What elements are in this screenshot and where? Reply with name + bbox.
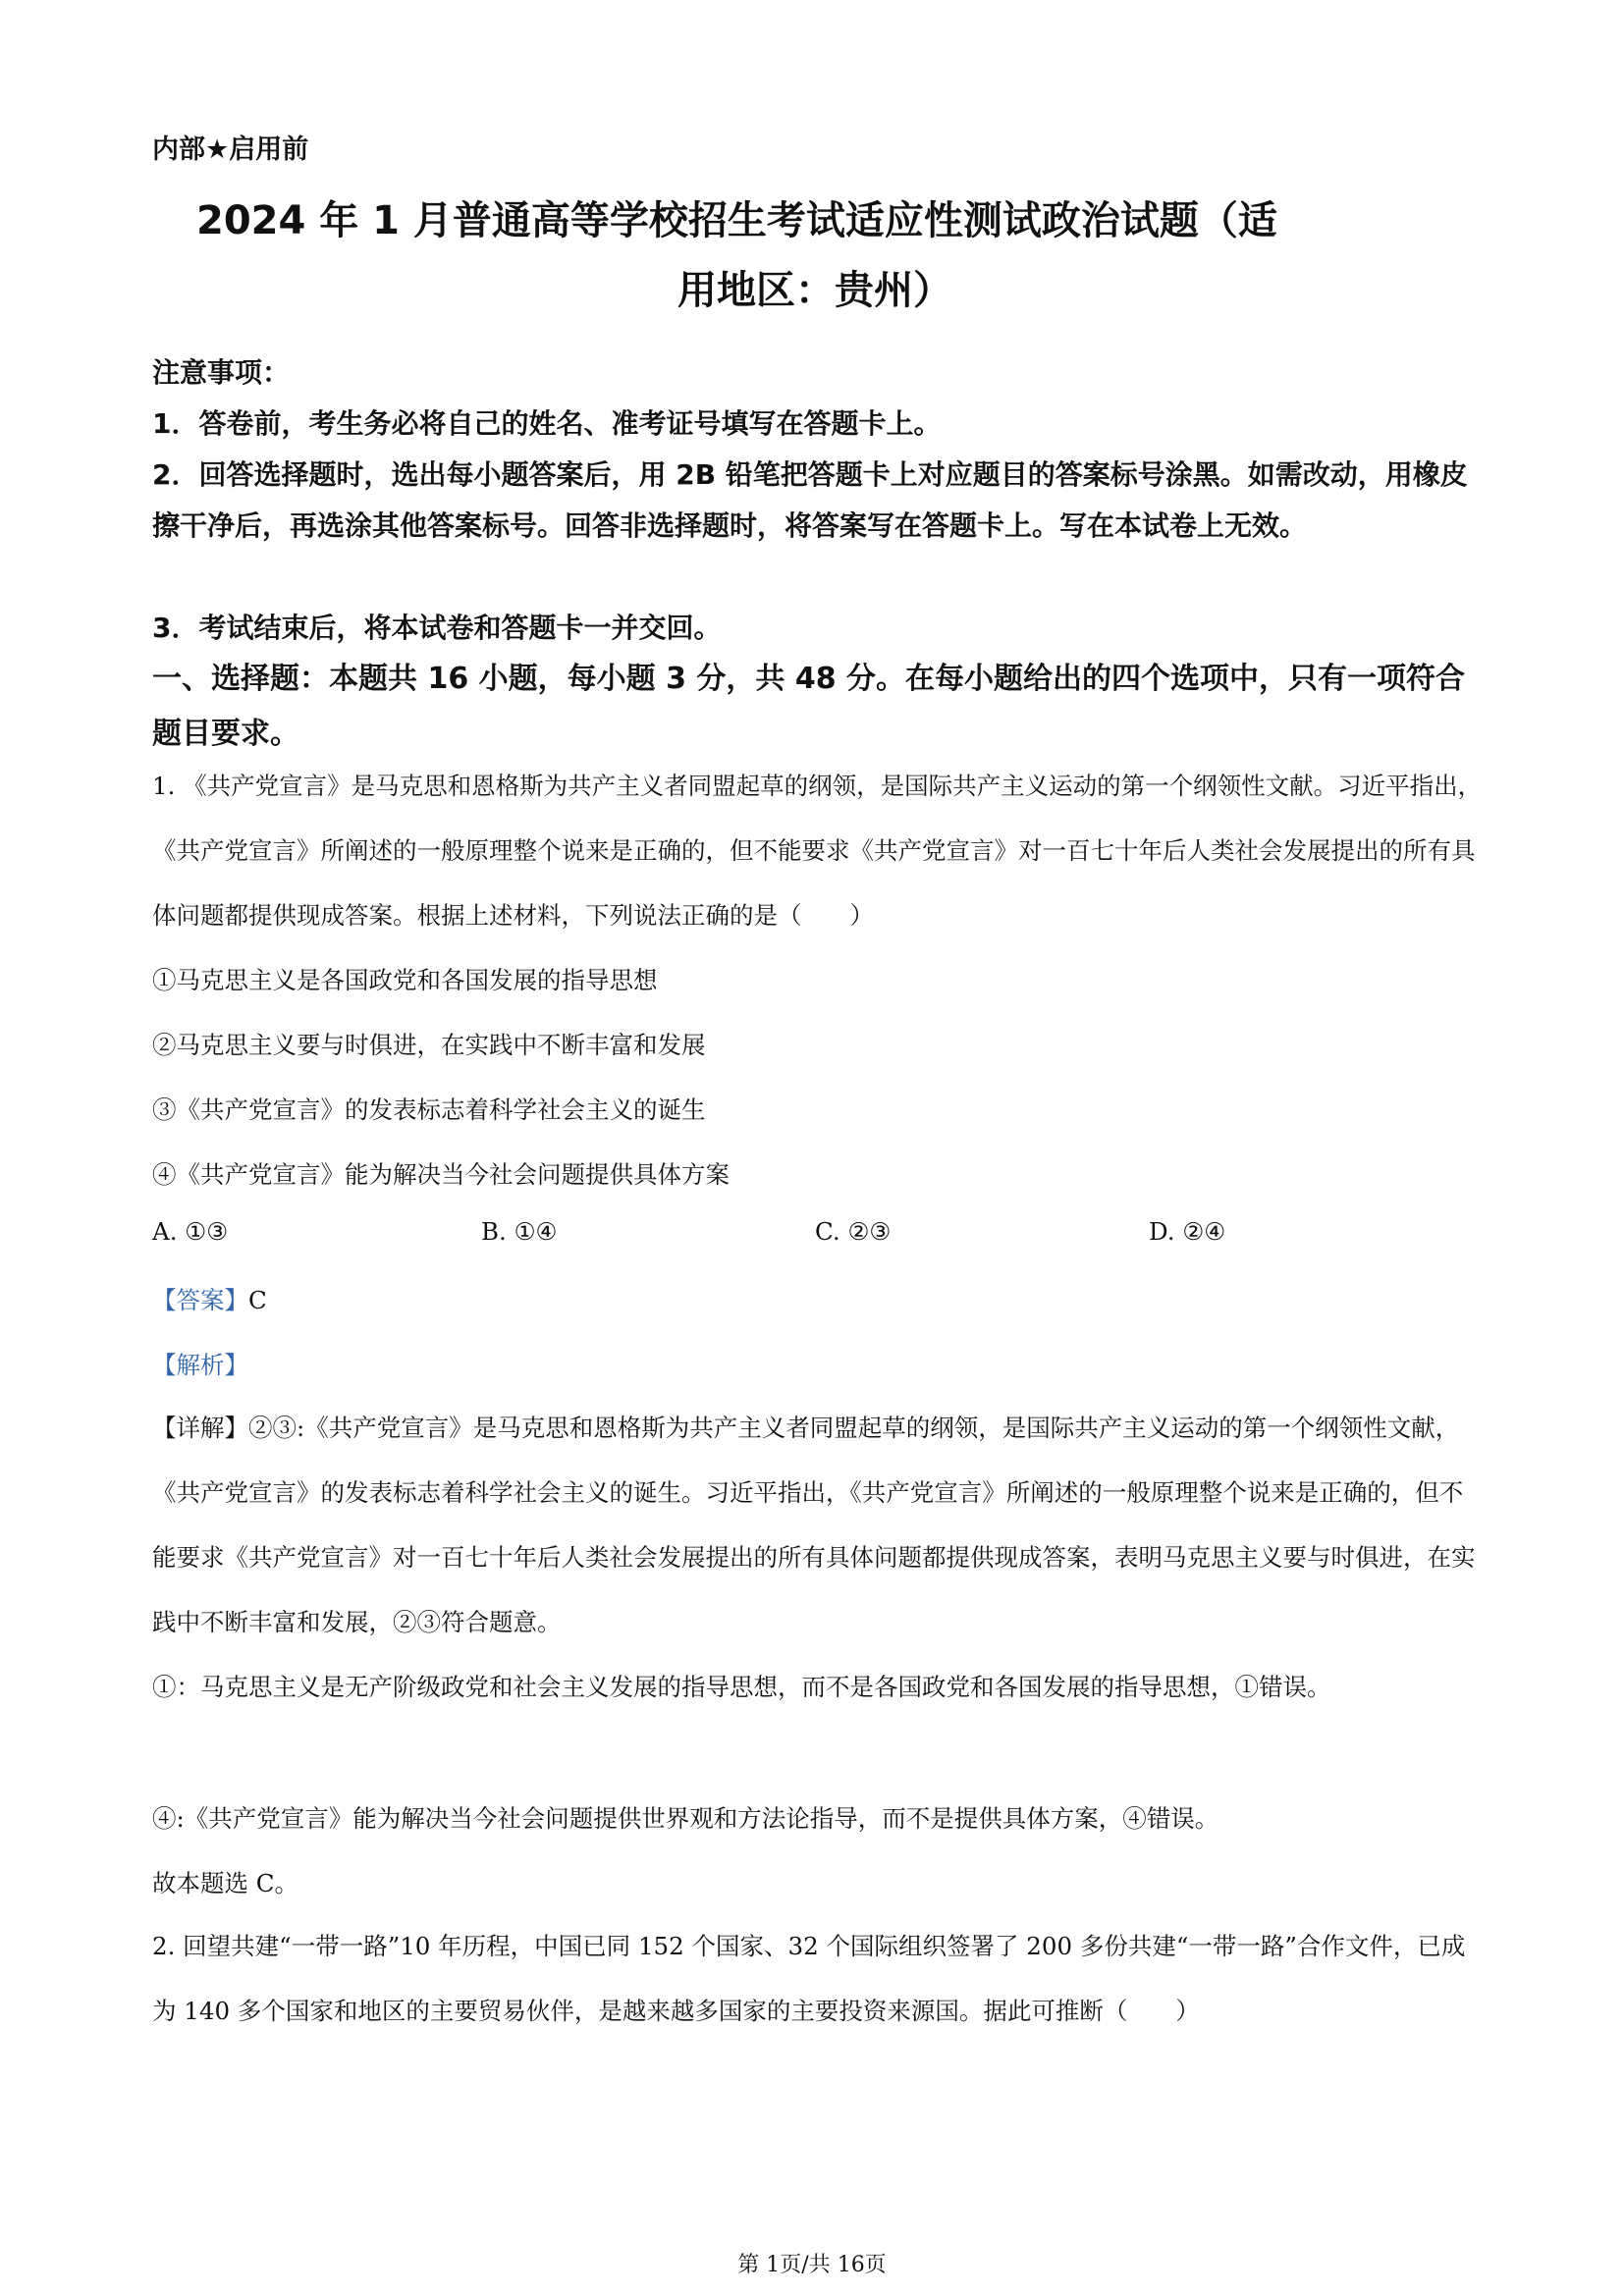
q1-answer <box>152 1282 267 1316</box>
q1-detail: 【详解】②③:《共产党宣言》是马克思和恩格斯为共产主义者同盟起草的纲领，是国际共产主义运动的第一个纲领性文献，《共产党宣言》的发表标志着科学社会主义的诞生。习近平指出，《共产党宣言》所阐述的一般原理整个说来是正确的，但不能要求《共产党宣言》对一百七十年后人类社会发展提出的所有具体问题都提供现成答案，表明马克思主义要与时俱进，在实践中不断丰富和发展，②③符合题意。 <box>152 1414 1476 1636</box>
q1-wrong-4: ④:《共产党宣言》能为解决当今社会问题提供世界观和方法论指导，而不是提供具体方案，④错误。 <box>152 1804 1219 1833</box>
q1-statement-3: ③《共产党宣言》的发表标志着科学社会主义的诞生 <box>152 1095 706 1124</box>
q1-option-d: D. ②④ <box>1149 1217 1226 1246</box>
q1-statement-2: ②马克思主义要与时俱进，在实践中不断丰富和发展 <box>152 1031 706 1059</box>
page-title: 2024 年 1 月普通高等学校招生考试适应性测试政治试题（适 <box>196 198 1277 243</box>
note-item-2: 2．回答选择题时，选出每小题答案后，用 2B 铅笔把答题卡上对应题目的答案标号涂黑。如需改动，用橡皮擦干净后，再选涂其他答案标号。回答非选择题时，将答案写在答题卡上。写在本试卷上无效。 <box>152 458 1468 542</box>
analysis-tag: 【解析】 <box>152 1351 248 1379</box>
q1-option-b: B. ①④ <box>481 1217 558 1246</box>
confidential-label: 内部★启用前 <box>152 134 309 165</box>
q1-statement-1: ①马克思主义是各国政党和各国发展的指导思想 <box>152 966 658 994</box>
answer-tag: 【答案】 <box>152 1286 248 1314</box>
q1-option-a: A. ①③ <box>152 1217 229 1246</box>
q1-statement-4: ④《共产党宣言》能为解决当今社会问题提供具体方案 <box>152 1160 730 1189</box>
note-item-3: 3．考试结束后，将本试卷和答题卡一并交回。 <box>152 612 722 644</box>
page-title-line2: 用地区：贵州） <box>677 268 952 313</box>
note-item-1: 1．答卷前，考生务必将自己的姓名、准考证号填写在答题卡上。 <box>152 407 942 440</box>
notes-heading: 注意事项： <box>152 356 291 389</box>
q1-wrong-1: ①：马克思主义是无产阶级政党和社会主义发展的指导思想，而不是各国政党和各国发展的指导思想，①错误。 <box>152 1673 1331 1701</box>
question-2-stem: 2. 回望共建“一带一路”10 年历程，中国已同 152 个国家、32 个国际组织签署了 200 多份共建“一带一路”合作文件，已成为 140 多个国家和地区的主要贸易伙伴，是越来越多国家的主要投资来源国。据此可推断（ ） <box>152 1932 1466 2025</box>
section-heading: 一、选择题：本题共 16 小题，每小题 3 分，共 48 分。在每小题给出的四个选项中，只有一项符合题目要求。 <box>152 662 1466 751</box>
q1-option-c: C. ②③ <box>815 1217 892 1246</box>
question-1-stem: 1. 《共产党宣言》是马克思和恩格斯为共产主义者同盟起草的纲领，是国际共产主义运动的第一个纲领性文献。习近平指出，《共产党宣言》所阐述的一般原理整个说来是正确的，但不能要求《共产党宣言》对一百七十年后人类社会发展提出的所有具体问题都提供现成答案。根据上述材料，下列说法正确的是（ ） <box>152 772 1483 930</box>
q1-conclusion: 故本题选 C。 <box>152 1869 299 1897</box>
page-number: 第 1页/共 16页 <box>737 2253 887 2277</box>
answer-value: C <box>248 1286 267 1314</box>
